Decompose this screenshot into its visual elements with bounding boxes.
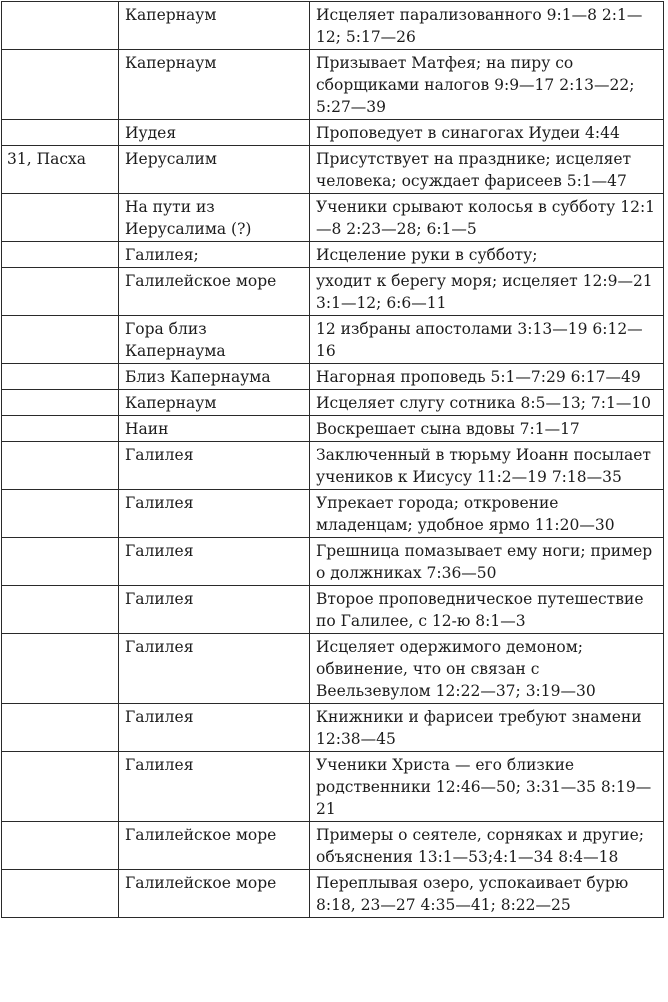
place-cell: Галилея [119,634,310,704]
event-cell: 12 избраны апостолами 3:13—19 6:12—16 [310,316,664,364]
year-cell [2,752,119,822]
table-row [2,2,664,50]
year-cell [2,50,119,120]
place-cell: Наин [119,416,310,442]
table-row [2,634,664,704]
event-cell: Исцеление руки в субботу; [310,242,664,268]
event-cell: Ученики срывают колосья в субботу 12:1—8 2:23—28; 6:1—5 [310,194,664,242]
place-cell: Близ Капернаума [119,364,310,390]
event-cell: Нагорная проповедь 5:1—7:29 6:17—49 [310,364,664,390]
year-cell [2,442,119,490]
table-row [2,822,664,870]
place-cell: Капернаум [119,2,310,50]
table-row [2,194,664,242]
place-cell: Галилейское море [119,268,310,316]
year-cell: 31, Пасха [2,146,119,194]
event-cell: уходит к берегу моря; исцеляет 12:9—21 3:1—12; 6:6—11 [310,268,664,316]
table-row [2,586,664,634]
table-row [2,50,664,120]
year-cell [2,364,119,390]
place-cell: Иудея [119,120,310,146]
event-cell: Исцеляет парализованного 9:1—8 2:1—12; 5:17—26 [310,2,664,50]
event-cell: Упрекает города; откровение младенцам; удобное ярмо 11:20—30 [310,490,664,538]
event-cell: Воскрешает сына вдовы 7:1—17 [310,416,664,442]
table-row [2,752,664,822]
chronology-table [1,1,664,918]
year-cell [2,242,119,268]
place-cell: Галилейское море [119,822,310,870]
event-cell: Призывает Матфея; на пиру со сборщиками налогов 9:9—17 2:13—22; 5:27—39 [310,50,664,120]
place-cell: Галилея [119,490,310,538]
place-cell: Капернаум [119,390,310,416]
event-cell: Ученики Христа — его близкие родственники 12:46—50; 3:31—35 8:19—21 [310,752,664,822]
table-row [2,120,664,146]
table-row [2,870,664,918]
table-row [2,146,664,194]
year-cell [2,416,119,442]
year-cell [2,194,119,242]
place-cell: На пути из Иерусалима (?) [119,194,310,242]
year-cell [2,2,119,50]
event-cell: Заключенный в тюрьму Иоанн посылает учеников к Иисусу 11:2—19 7:18—35 [310,442,664,490]
table-row [2,268,664,316]
table-row [2,242,664,268]
year-cell [2,120,119,146]
place-cell: Галилея [119,586,310,634]
table-row [2,442,664,490]
year-cell [2,538,119,586]
year-cell [2,490,119,538]
place-cell: Галилея; [119,242,310,268]
place-cell: Галилея [119,752,310,822]
event-cell: Примеры о сеятеле, сорняках и другие; объяснения 13:1—53;4:1—34 8:4—18 [310,822,664,870]
place-cell: Галилея [119,538,310,586]
year-cell [2,268,119,316]
place-cell: Иерусалим [119,146,310,194]
place-cell: Галилея [119,704,310,752]
event-cell: Исцеляет слугу сотника 8:5—13; 7:1—10 [310,390,664,416]
year-cell [2,316,119,364]
table-row [2,316,664,364]
event-cell: Присутствует на празднике; исцеляет человека; осуждает фарисеев 5:1—47 [310,146,664,194]
table-row [2,704,664,752]
table-row [2,390,664,416]
event-cell: Переплывая озеро, успокаивает бурю 8:18, 23—27 4:35—41; 8:22—25 [310,870,664,918]
year-cell [2,390,119,416]
table-row [2,538,664,586]
place-cell: Галилейское море [119,870,310,918]
place-cell: Капернаум [119,50,310,120]
year-cell [2,704,119,752]
place-cell: Гора близ Капернаума [119,316,310,364]
table-row [2,416,664,442]
event-cell: Исцеляет одержимого демоном; обвинение, что он связан с Веельзевулом 12:22—37; 3:19—30 [310,634,664,704]
year-cell [2,822,119,870]
year-cell [2,634,119,704]
year-cell [2,586,119,634]
event-cell: Книжники и фарисеи требуют знамени 12:38—45 [310,704,664,752]
table-row [2,364,664,390]
table-body [2,2,664,918]
table-row [2,490,664,538]
year-cell [2,870,119,918]
place-cell: Галилея [119,442,310,490]
event-cell: Проповедует в синагогах Иудеи 4:44 [310,120,664,146]
event-cell: Второе проповедническое путешествие по Галилее, с 12-ю 8:1—3 [310,586,664,634]
event-cell: Грешница помазывает ему ноги; пример о должниках 7:36—50 [310,538,664,586]
